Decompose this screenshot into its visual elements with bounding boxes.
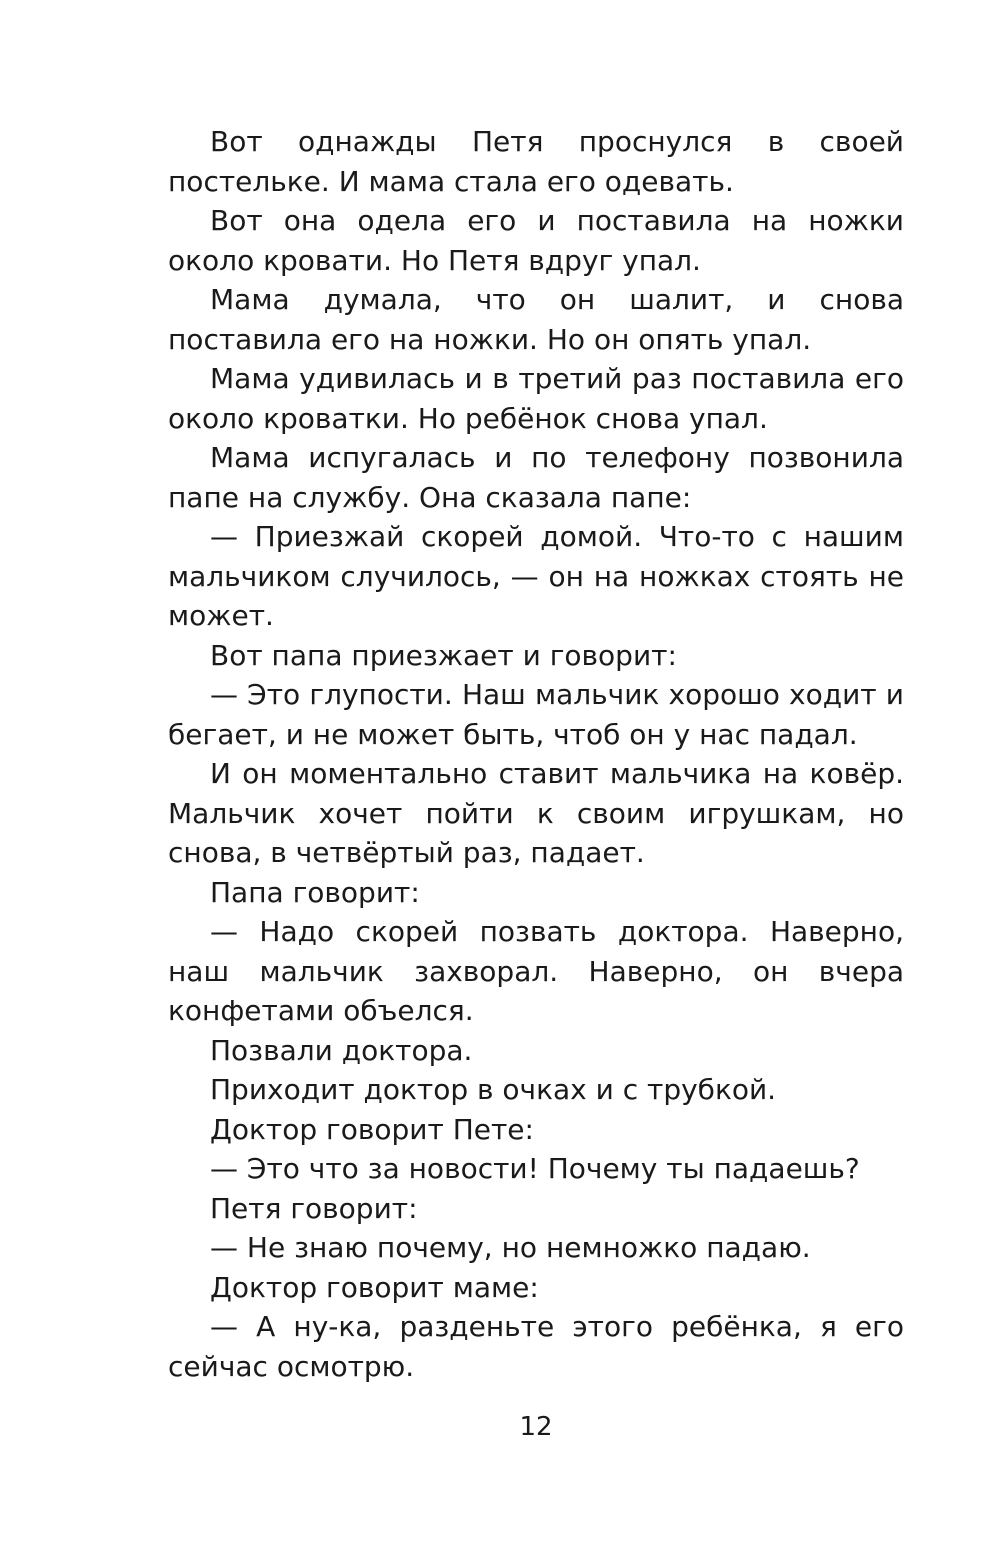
paragraph: Доктор говорит маме: <box>210 1270 539 1304</box>
page-body <box>168 122 904 1386</box>
paragraph: Вот папа приезжает и говорит: <box>210 638 677 672</box>
paragraph: Вот она одела его и поставила на ножки около кровати. Но Петя вдруг упал. <box>168 204 904 277</box>
paragraph: — Не знаю почему, но немножко падаю. <box>210 1231 811 1264</box>
paragraph: — Это глупости. Наш мальчик хорошо ходит и бегает, и не может быть, чтоб он у нас падал. <box>168 678 904 751</box>
paragraph: — Это что за новости! Почему ты падаешь? <box>210 1152 860 1185</box>
page-number: 12 <box>519 1412 553 1442</box>
paragraph: Вот однажды Петя проснулся в своей постельке. И мама стала его одевать. <box>168 125 904 198</box>
paragraph: Позвали доктора. <box>210 1033 473 1067</box>
paragraph: Мама удивилась и в третий раз поставила его около кроватки. Но ребёнок снова упал. <box>168 362 904 435</box>
paragraph: — А ну-ка, разденьте этого ребёнка, я его сейчас осмотрю. <box>168 1310 904 1383</box>
paragraph: И он моментально ставит мальчика на ковёр. Мальчик хочет пойти к своим игрушкам, но снова, в четвёртый раз, падает. <box>168 757 904 869</box>
paragraph: Мама думала, что он шалит, и снова поставила его на ножки. Но он опять упал. <box>168 283 904 356</box>
paragraph: Доктор говорит Пете: <box>210 1112 534 1146</box>
paragraph: Мама испугалась и по телефону позвонила папе на службу. Она сказала папе: <box>168 441 904 514</box>
paragraph: Папа говорит: <box>210 875 420 909</box>
paragraph: Петя говорит: <box>210 1191 418 1225</box>
paragraph: — Приезжай скорей домой. Что-то с нашим мальчиком случилось, — он на ножках стоять не может. <box>168 520 904 632</box>
paragraph: — Надо скорей позвать доктора. Наверно, наш мальчик захворал. Наверно, он вчера конфетами объелся. <box>168 915 904 1027</box>
paragraph: Приходит доктор в очках и с трубкой. <box>210 1073 777 1106</box>
